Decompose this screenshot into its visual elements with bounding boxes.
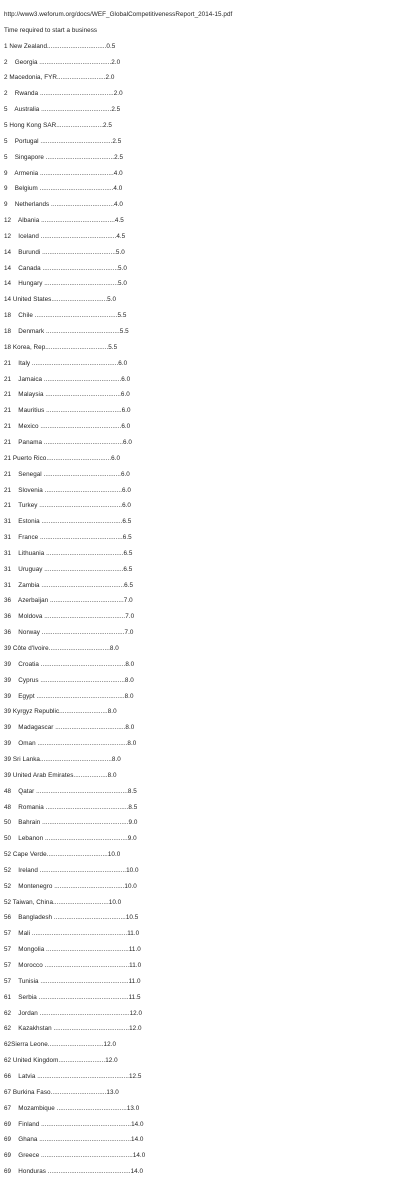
ranking-line: 31 Lithuania ...........................................6.5 (4, 549, 133, 557)
ranking-line: 69 Finland ..................................................14.0 (4, 1120, 144, 1128)
ranking-line: 52 Montenegro .......................................10.0 (4, 882, 137, 890)
ranking-line: 21 Mexico .............................................6.0 (4, 423, 131, 431)
ranking-line: 62 United Kingdom..........................12.0 (4, 1057, 118, 1065)
ranking-line: 52 Cape Verde..................................10.0 (4, 851, 121, 859)
ranking-line: 69 Greece ...................................................14.0 (4, 1152, 146, 1160)
ranking-line: 62 Kazakhstan ..........................................12.0 (4, 1025, 142, 1033)
ranking-line: 39 Cyprus ...............................................8.0 (4, 676, 134, 684)
ranking-line: 52 Ireland ................................................10.0 (4, 866, 139, 874)
ranking-line: 39 Côte d'Ivoire..................................8.0 (4, 645, 119, 652)
ranking-line: 18 Korea, Rep...................................5.5 (4, 343, 118, 351)
ranking-line: 39 Egypt .................................................8.0 (4, 692, 134, 700)
ranking-line: 31 Zambia ..............................................6.5 (4, 581, 134, 589)
ranking-line: 5 Australia .......................................2.5 (4, 106, 121, 114)
ranking-line: 21 Panama ............................................6.0 (4, 438, 132, 446)
ranking-line: 5 Singapore ......................................2.5 (4, 153, 123, 161)
ranking-line: 2 Macedonia, FYR...........................2.0 (4, 74, 115, 82)
ranking-line: 39 Oman ..................................................8.0 (4, 740, 137, 748)
ranking-line: 5 Hong Kong SAR..........................2.5 (4, 121, 112, 129)
ranking-line: 21 Malaysia ..........................................6.0 (4, 391, 130, 399)
ranking-line: 21 Turkey ..............................................6.0 (4, 502, 131, 510)
ranking-line: 18 Denmark .........................................5.5 (4, 328, 129, 335)
ranking-line: 21 Puerto Rico....................................6.0 (4, 454, 121, 462)
ranking-line: 21 Mauritius ..........................................6.0 (4, 407, 131, 415)
ranking-line: 50 Bahrain ................................................9.0 (4, 819, 138, 827)
ranking-line: 5 Portugal ........................................2.5 (4, 137, 122, 145)
ranking-line: 12 Iceland ..........................................4.5 (4, 232, 126, 240)
ranking-line: 57 Mongolia ..............................................11.0 (4, 946, 141, 954)
ranking-line: 62 Jordan ..................................................12.0 (4, 1009, 143, 1017)
ranking-line: 57 Tunisia .................................................11.0 (4, 977, 141, 985)
ranking-line: 39 Sri Lanka........................................8.0 (4, 755, 121, 763)
ranking-line: 52 Taiwan, China...............................10.0 (4, 898, 122, 906)
ranking-line: 21 Italy ................................................6.0 (4, 359, 128, 367)
ranking-line: 9 Belgium .........................................4.0 (4, 185, 123, 193)
ranking-line: 12 Albania .........................................4.5 (4, 217, 124, 225)
ranking-line: 69 Ghana ...................................................14.0 (4, 1136, 144, 1144)
ranking-line: 36 Moldova .............................................7.0 (4, 613, 135, 621)
ranking-line: 14 Hungary .........................................5.0 (4, 280, 127, 288)
ranking-line: 14 United States...............................5.0 (4, 296, 117, 304)
ranking-line: 69 Honduras ..............................................14.0 (4, 1168, 144, 1176)
ranking-line: 31 Uruguay ............................................6.5 (4, 565, 133, 573)
ranking-line: 57 Morocco ...............................................11.0 (4, 962, 142, 969)
ranking-line: 67 Mozambique .......................................13.0 (4, 1104, 140, 1112)
section-heading: Time required to start a business (4, 26, 98, 34)
ranking-line: 2 Georgia ........................................2.0 (4, 58, 121, 66)
ranking-line: 14 Canada ..........................................5.0 (4, 264, 127, 272)
ranking-line: 39 Croatia ...............................................8.0 (4, 660, 135, 668)
ranking-line: 48 Qatar ...................................................8.5 (4, 787, 137, 795)
source-url: http://www3.weforum.org/docs/WEF_GlobalCompetitivenessReport_2014-15.pdf (4, 11, 233, 18)
ranking-line: 39 Madagascar .......................................8.0 (4, 724, 135, 732)
ranking-line: 31 France ..............................................6.5 (4, 534, 132, 542)
ranking-line: 18 Chile ..............................................5.5 (4, 312, 127, 320)
ranking-line: 50 Lebanon ..............................................9.0 (4, 835, 137, 843)
ranking-line: 62Sierra Leone...............................12.0 (4, 1041, 116, 1049)
ranking-line: 57 Mali .....................................................11.0 (4, 930, 140, 938)
ranking-line: 2 Rwanda .........................................2.0 (4, 90, 123, 98)
ranking-line: 48 Romania ..............................................8.5 (4, 803, 138, 811)
ranking-line: 39 United Arab Emirates...................8.0 (4, 771, 117, 779)
ranking-line: 36 Azerbaijan .........................................7.0 (4, 597, 133, 605)
ranking-line: 21 Slovenia ...........................................6.0 (4, 486, 131, 494)
ranking-line: 39 Kyrgyz Republic...........................8.0 (4, 708, 117, 716)
ranking-line: 56 Bangladesh ........................................10.5 (4, 914, 139, 922)
ranking-line: 9 Armenia .........................................4.0 (4, 169, 123, 177)
ranking-line: 67 Burkina Faso...............................13.0 (4, 1088, 119, 1096)
ranking-line: 21 Jamaica ...........................................6.0 (4, 375, 131, 383)
ranking-line: 9 Netherlands ...................................4.0 (4, 201, 123, 209)
ranking-line: 21 Senegal ...........................................6.0 (4, 470, 130, 478)
ranking-line: 61 Serbia ..................................................11.5 (4, 993, 141, 1001)
ranking-line: 1 New Zealand.................................0.5 (4, 42, 116, 50)
ranking-line: 66 Latvia ...................................................12.5 (4, 1072, 142, 1080)
ranking-line: 31 Estonia .............................................6.5 (4, 518, 132, 526)
ranking-line: 14 Burundi .........................................5.0 (4, 248, 125, 256)
ranking-line: 36 Norway ..............................................7.0 (4, 629, 134, 637)
